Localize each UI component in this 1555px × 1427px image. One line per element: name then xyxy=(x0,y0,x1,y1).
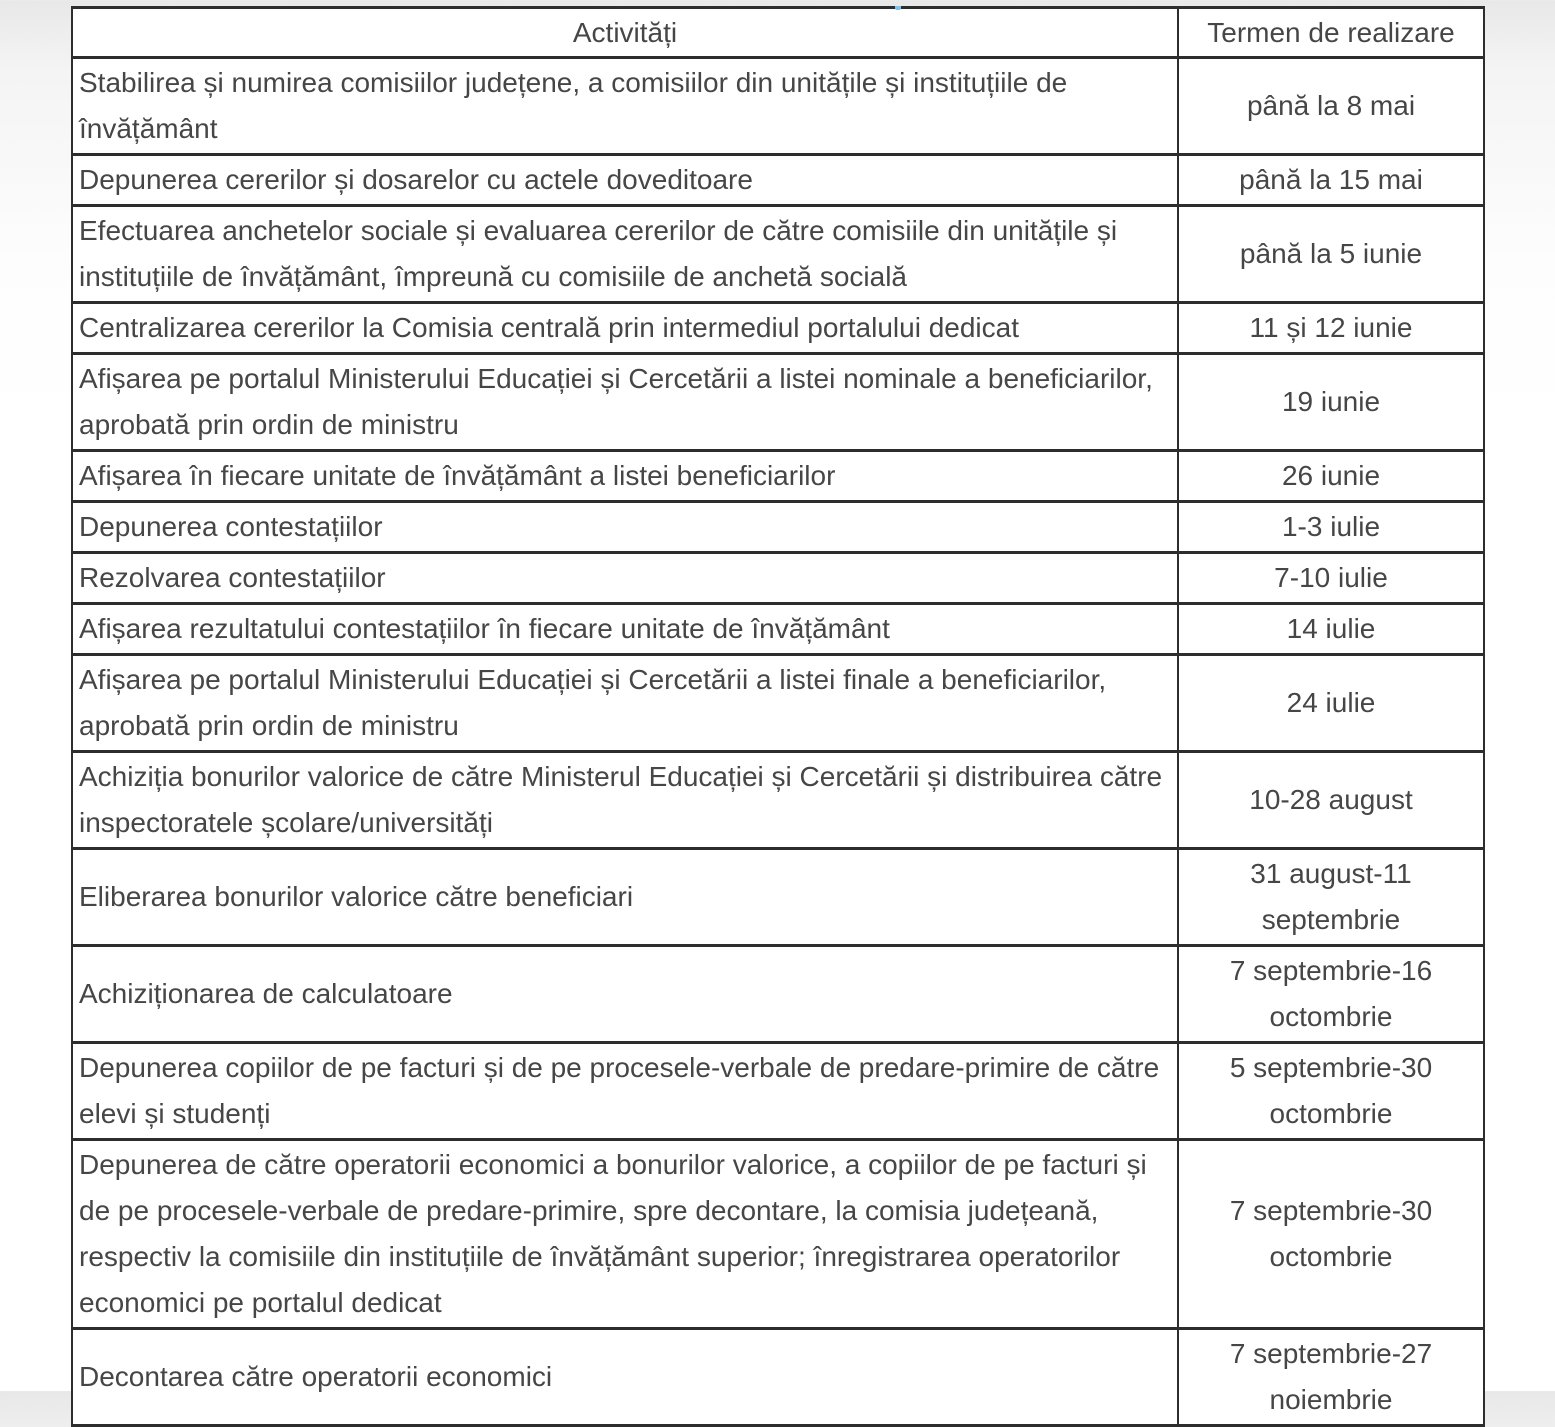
header-row xyxy=(72,8,1484,58)
activity-cell: Centralizarea cererilor la Comisia centrală prin intermediul portalului dedicat xyxy=(72,303,1178,354)
table-row xyxy=(72,1329,1484,1426)
activity-cell: Depunerea copiilor de pe facturi și de pe procesele-verbale de predare-primire de către elevi și studenți xyxy=(72,1043,1178,1140)
table-row xyxy=(72,58,1484,155)
activity-cell: Afișarea rezultatului contestațiilor în fiecare unitate de învățământ xyxy=(72,604,1178,655)
term-cell: 1-3 iulie xyxy=(1178,502,1484,553)
column-header-activities: Activități xyxy=(72,8,1178,58)
activity-cell: Depunerea de către operatorii economici a bonurilor valorice, a copiilor de pe facturi și de pe procesele-verbale de predare-primire, spre decontare, la comisia județeană, respectiv la comisiile din instituțiile de învățământ superior; înregistrarea operatorilor economici pe portalul dedicat xyxy=(72,1140,1178,1329)
table-row xyxy=(72,946,1484,1043)
table-row xyxy=(72,354,1484,451)
table-row xyxy=(72,502,1484,553)
term-cell: 19 iunie xyxy=(1178,354,1484,451)
activity-cell: Rezolvarea contestațiilor xyxy=(72,553,1178,604)
table-row xyxy=(72,206,1484,303)
activity-cell: Depunerea contestațiilor xyxy=(72,502,1178,553)
term-cell: 7 septembrie-30 octombrie xyxy=(1178,1140,1484,1329)
term-cell: 7 septembrie-27 noiembrie xyxy=(1178,1329,1484,1426)
table-row xyxy=(72,303,1484,354)
table-row xyxy=(72,849,1484,946)
activity-cell: Stabilirea și numirea comisiilor județene, a comisiilor din unitățile și instituțiile de învățământ xyxy=(72,58,1178,155)
activity-cell: Achiziția bonurilor valorice de către Ministerul Educației și Cercetării și distribuirea către inspectoratele școlare/universități xyxy=(72,752,1178,849)
table-row xyxy=(72,1140,1484,1329)
column-header-term: Termen de realizare xyxy=(1178,8,1484,58)
term-cell: până la 5 iunie xyxy=(1178,206,1484,303)
term-cell: 7-10 iulie xyxy=(1178,553,1484,604)
term-cell: 14 iulie xyxy=(1178,604,1484,655)
table-row xyxy=(72,553,1484,604)
activity-cell: Afișarea pe portalul Ministerului Educației și Cercetării a listei nominale a beneficiarilor, aprobată prin ordin de ministru xyxy=(72,354,1178,451)
term-cell: până la 8 mai xyxy=(1178,58,1484,155)
term-cell: 26 iunie xyxy=(1178,451,1484,502)
term-cell: 31 august-11 septembrie xyxy=(1178,849,1484,946)
schedule-table xyxy=(71,6,1485,1427)
activity-cell: Decontarea către operatorii economici xyxy=(72,1329,1178,1426)
table-row xyxy=(72,1043,1484,1140)
activity-cell: Afișarea în fiecare unitate de învățământ a listei beneficiarilor xyxy=(72,451,1178,502)
clipped-blue-artifact xyxy=(895,6,901,10)
term-cell: 24 iulie xyxy=(1178,655,1484,752)
activity-cell: Achiziționarea de calculatoare xyxy=(72,946,1178,1043)
activity-cell: Efectuarea anchetelor sociale și evaluarea cererilor de către comisiile din unitățile și instituțiile de învățământ, împreună cu comisiile de anchetă socială xyxy=(72,206,1178,303)
table-row xyxy=(72,655,1484,752)
activity-cell: Depunerea cererilor și dosarelor cu actele doveditoare xyxy=(72,155,1178,206)
activity-cell: Eliberarea bonurilor valorice către beneficiari xyxy=(72,849,1178,946)
term-cell: 7 septembrie-16 octombrie xyxy=(1178,946,1484,1043)
activity-cell: Afișarea pe portalul Ministerului Educației și Cercetării a listei finale a beneficiarilor, aprobată prin ordin de ministru xyxy=(72,655,1178,752)
term-cell: 11 și 12 iunie xyxy=(1178,303,1484,354)
table-row xyxy=(72,752,1484,849)
term-cell: până la 15 mai xyxy=(1178,155,1484,206)
table-row xyxy=(72,155,1484,206)
table-body xyxy=(72,58,1484,1426)
term-cell: 5 septembrie-30 octombrie xyxy=(1178,1043,1484,1140)
table-row xyxy=(72,451,1484,502)
table-row xyxy=(72,604,1484,655)
term-cell: 10-28 august xyxy=(1178,752,1484,849)
